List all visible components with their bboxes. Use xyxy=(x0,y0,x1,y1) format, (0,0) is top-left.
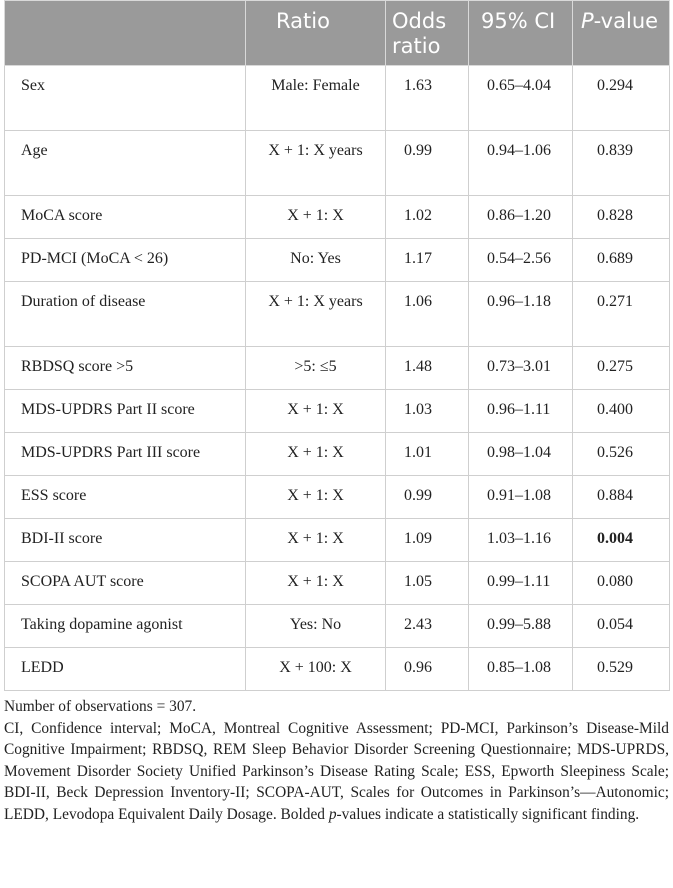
table-row xyxy=(5,282,670,347)
variable-cell: SCOPA AUT score xyxy=(5,562,246,605)
odds-ratio-cell: 2.43 xyxy=(386,605,469,648)
variable-cell: MDS-UPDRS Part II score xyxy=(5,390,246,433)
header-variable xyxy=(5,1,246,66)
results-table-container xyxy=(4,0,669,825)
ci-cell: 0.54–2.56 xyxy=(469,239,573,282)
variable-cell: MoCA score xyxy=(5,196,246,239)
abbreviations-end: -values indicate a statistically significant finding. xyxy=(336,805,640,823)
ci-cell: 0.96–1.11 xyxy=(469,390,573,433)
variable-cell: Age xyxy=(5,131,246,196)
observations-note: Number of observations = 307. xyxy=(4,698,197,715)
p-value-cell: 0.271 xyxy=(573,282,670,347)
ci-cell: 0.86–1.20 xyxy=(469,196,573,239)
ci-cell: 0.98–1.04 xyxy=(469,433,573,476)
ratio-cell: X + 1: X years xyxy=(246,131,386,196)
p-value-cell: 0.054 xyxy=(573,605,670,648)
odds-ratio-cell: 0.96 xyxy=(386,648,469,691)
variable-cell: LEDD xyxy=(5,648,246,691)
variable-cell: RBDSQ score >5 xyxy=(5,347,246,390)
ratio-cell: X + 1: X xyxy=(246,196,386,239)
table-row xyxy=(5,390,670,433)
ci-cell: 0.73–3.01 xyxy=(469,347,573,390)
variable-cell: Duration of disease xyxy=(5,282,246,347)
table-row xyxy=(5,433,670,476)
table-row xyxy=(5,519,670,562)
variable-cell: PD-MCI (MoCA < 26) xyxy=(5,239,246,282)
table-row xyxy=(5,196,670,239)
table-header-row xyxy=(5,1,670,66)
p-value-cell: 0.004 xyxy=(573,519,670,562)
p-value-cell: 0.689 xyxy=(573,239,670,282)
ci-cell: 1.03–1.16 xyxy=(469,519,573,562)
ci-cell: 0.99–1.11 xyxy=(469,562,573,605)
odds-ratio-cell: 1.48 xyxy=(386,347,469,390)
variable-cell: Taking dopamine agonist xyxy=(5,605,246,648)
odds-ratio-cell: 1.06 xyxy=(386,282,469,347)
table-row xyxy=(5,476,670,519)
odds-ratio-cell: 1.05 xyxy=(386,562,469,605)
p-value-cell: 0.839 xyxy=(573,131,670,196)
odds-ratio-cell: 1.09 xyxy=(386,519,469,562)
ci-cell: 0.99–5.88 xyxy=(469,605,573,648)
p-value-cell: 0.275 xyxy=(573,347,670,390)
table-row xyxy=(5,648,670,691)
ratio-cell: Yes: No xyxy=(246,605,386,648)
p-value-cell: 0.884 xyxy=(573,476,670,519)
ratio-cell: No: Yes xyxy=(246,239,386,282)
odds-ratio-cell: 0.99 xyxy=(386,476,469,519)
ci-cell: 0.96–1.18 xyxy=(469,282,573,347)
abbreviations-text: CI, Confidence interval; MoCA, Montreal Cognitive Assessment; PD-MCI, Parkinson’s Disease-Mild Cognitive Impairment; RBDSQ, REM Sleep Behavior Disorder Screening Questionnaire; MDS-UPRDS, Movement Disorder Society Unified Parkinson’s Disease Rating Scale; ESS, Epworth Sleepiness Scale; BDI-II, Beck Depression Inventory-II; SCOPA-AUT, Scales for Outcomes in Parkinson’s—Autonomic; LEDD, Levodopa Equivalent Daily Dosage. Bolded xyxy=(4,719,669,823)
odds-ratio-cell: 1.01 xyxy=(386,433,469,476)
table-row xyxy=(5,347,670,390)
odds-ratio-cell: 1.03 xyxy=(386,390,469,433)
odds-ratio-cell: 1.63 xyxy=(386,66,469,131)
ratio-cell: >5: ≤5 xyxy=(246,347,386,390)
ratio-cell: X + 1: X xyxy=(246,562,386,605)
header-p-rest: -value xyxy=(593,9,659,33)
abbreviations-note xyxy=(4,718,669,826)
header-ci: 95% CI xyxy=(469,1,573,66)
table-row xyxy=(5,562,670,605)
ratio-cell: X + 1: X xyxy=(246,433,386,476)
ratio-cell: Male: Female xyxy=(246,66,386,131)
header-p-value xyxy=(573,1,670,66)
ci-cell: 0.91–1.08 xyxy=(469,476,573,519)
p-value-cell: 0.080 xyxy=(573,562,670,605)
ci-cell: 0.85–1.08 xyxy=(469,648,573,691)
variable-cell: Sex xyxy=(5,66,246,131)
table-row xyxy=(5,605,670,648)
p-value-cell: 0.294 xyxy=(573,66,670,131)
p-value-cell: 0.529 xyxy=(573,648,670,691)
abbreviations-italic-p: p xyxy=(328,805,337,823)
ratio-cell: X + 1: X xyxy=(246,476,386,519)
ratio-cell: X + 1: X xyxy=(246,519,386,562)
table-row xyxy=(5,131,670,196)
p-value-cell: 0.526 xyxy=(573,433,670,476)
variable-cell: ESS score xyxy=(5,476,246,519)
odds-ratio-cell: 1.02 xyxy=(386,196,469,239)
ci-cell: 0.94–1.06 xyxy=(469,131,573,196)
ratio-cell: X + 1: X years xyxy=(246,282,386,347)
table-footnotes xyxy=(4,696,669,825)
header-odds-ratio: Odds ratio xyxy=(386,1,469,66)
table-body xyxy=(5,66,670,691)
ratio-cell: X + 1: X xyxy=(246,390,386,433)
table-row xyxy=(5,66,670,131)
p-value-cell: 0.400 xyxy=(573,390,670,433)
variable-cell: MDS-UPDRS Part III score xyxy=(5,433,246,476)
table-row xyxy=(5,239,670,282)
ratio-cell: X + 100: X xyxy=(246,648,386,691)
header-ratio: Ratio xyxy=(246,1,386,66)
header-p-italic: P xyxy=(581,9,594,33)
variable-cell: BDI-II score xyxy=(5,519,246,562)
p-value-cell: 0.828 xyxy=(573,196,670,239)
ci-cell: 0.65–4.04 xyxy=(469,66,573,131)
odds-ratio-cell: 0.99 xyxy=(386,131,469,196)
odds-ratio-table xyxy=(4,0,670,691)
odds-ratio-cell: 1.17 xyxy=(386,239,469,282)
